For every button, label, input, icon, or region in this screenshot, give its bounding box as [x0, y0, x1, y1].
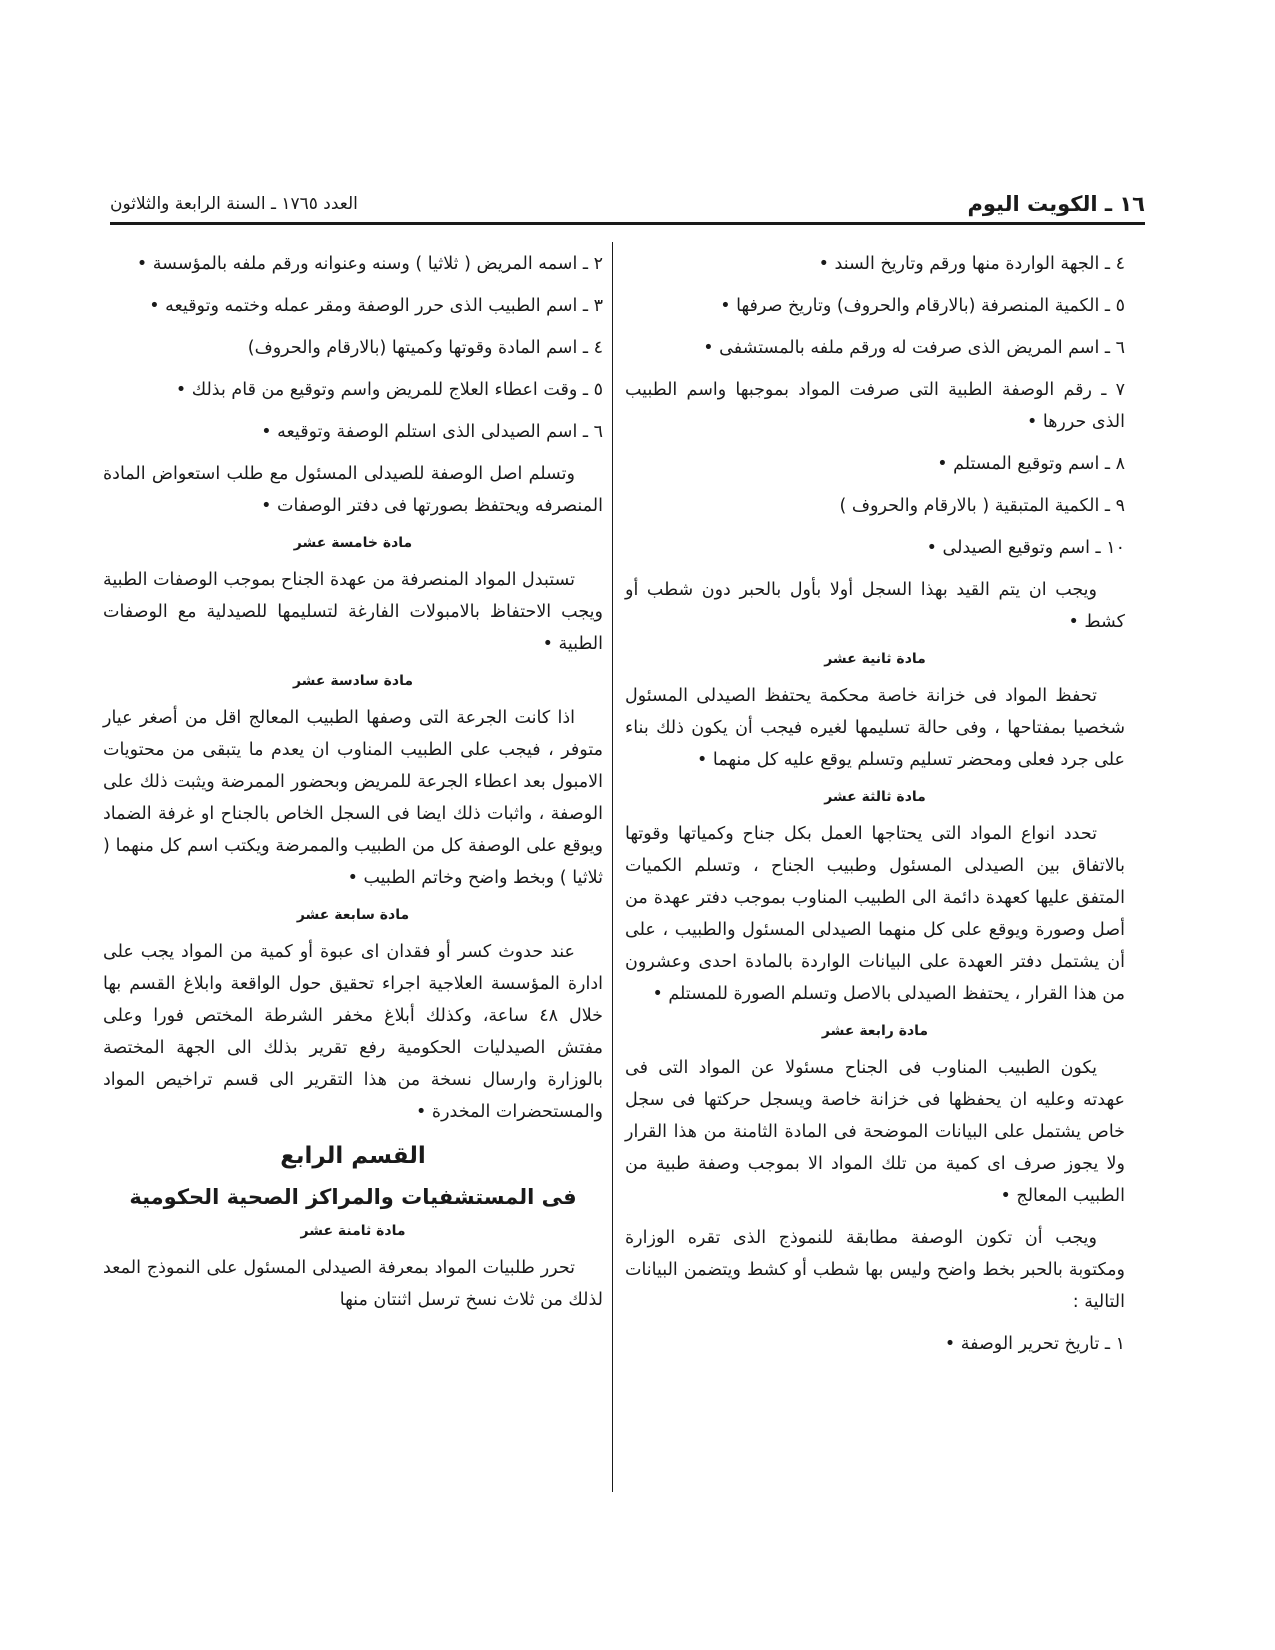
article-13-title: مادة ثالثة عشر: [824, 789, 926, 805]
list-item: ٤ ـ اسم المادة وقوتها وكميتها (بالارقام والحروف): [247, 338, 603, 358]
article-15-title: مادة خامسة عشر: [293, 535, 413, 551]
article-12-title: مادة ثانية عشر: [824, 651, 926, 667]
paragraph: ويجب ان يتم القيد بهذا السجل أولا بأول بالحبر دون شطب أو كشط •: [625, 580, 1125, 632]
article-12-text: تحفظ المواد فى خزانة خاصة محكمة يحتفظ الصيدلى المسئول شخصيا بمفتاحها ، وفى حالة تسليمها لغيره فيجب أن يكون ذلك بناء على جرد فعلى ومحضر تسليم وتسلم يوقع عليه كل منهما •: [625, 686, 1125, 770]
list-item: ٨ ـ اسم وتوقيع المستلم •: [937, 454, 1125, 474]
section-subtitle: فى المستشفيات والمراكز الصحية الحكومية: [129, 1185, 577, 1209]
article-13-text: تحدد انواع المواد التى يحتاجها العمل بكل جناح وكمياتها وقوتها بالاتفاق بين الصيدلى المسئول وطبيب الجناح ، وتسلم الكميات المتفق عليها كعهدة دائمة الى الطبيب المناوب بموجب دفتر عهدة من أصل وصورة ويوقع على كل منهما الصيدلى المسئول والطبيب ، على أن يشتمل دفتر العهدة على البيانات الواردة بالمادة احدى وعشرون من هذا القرار ، يحتفظ الصيدلى بالاصل وتسلم الصورة للمستلم •: [625, 824, 1125, 1004]
column-divider: [612, 242, 613, 1492]
list-item: ٦ ـ اسم الصيدلى الذى استلم الوصفة وتوقيعه •: [261, 422, 603, 442]
section-title: القسم الرابع: [280, 1143, 426, 1169]
list-item: ٢ ـ اسمه المريض ( ثلاثيا ) وسنه وعنوانه ورقم ملفه بالمؤسسة •: [136, 254, 603, 274]
article-17-title: مادة سابعة عشر: [296, 907, 410, 923]
list-item: ٩ ـ الكمية المتبقية ( بالارقام والحروف ): [839, 496, 1125, 516]
list-item: ٥ ـ وقت اعطاء العلاج للمريض واسم وتوقيع من قام بذلك •: [175, 380, 603, 400]
header-rule: [110, 222, 1145, 225]
article-14-title: مادة رابعة عشر: [821, 1023, 929, 1039]
left-column: [103, 248, 603, 1326]
list-item: ١٠ ـ اسم وتوقيع الصيدلى •: [926, 538, 1125, 558]
right-column: [625, 248, 1125, 1370]
list-item: ١ ـ تاريخ تحرير الوصفة •: [944, 1334, 1125, 1354]
list-item: ٥ ـ الكمية المنصرفة (بالارقام والحروف) وتاريخ صرفها •: [720, 296, 1125, 316]
list-item: ٤ ـ الجهة الواردة منها ورقم وتاريخ السند •: [818, 254, 1125, 274]
page-number-title: ١٦ ـ الكويت اليوم: [967, 192, 1145, 216]
article-17-text: عند حدوث كسر أو فقدان اى عبوة أو كمية من المواد يجب على ادارة المؤسسة العلاجية اجراء تحقيق حول الواقعة وابلاغ القسم بها خلال ٤٨ ساعة، وكذلك أبلاغ مخفر الشرطة المختص فورا وعلى مفتش الصيدليات الحكومية رفع تقرير بذلك الى الجهة المختصة بالوزارة وارسال نسخة من هذا التقرير الى قسم تراخيص المواد والمستحضرات المخدرة •: [103, 942, 603, 1122]
article-18-text: تحرر طلبيات المواد بمعرفة الصيدلى المسئول على النموذج المعد لذلك من ثلاث نسخ ترسل اثنتان منها: [103, 1258, 603, 1310]
article-16-text: اذا كانت الجرعة التى وصفها الطبيب المعالج اقل من أصغر عيار متوفر ، فيجب على الطبيب المناوب ان يعدم ما يتبقى من محتويات الامبول بعد اعطاء الجرعة للمريض وبحضور الممرضة ويثبت ذلك على الوصفة ، واثبات ذلك ايضا فى السجل الخاص بالجناح او غرفة الضماد ويوقع على الوصفة كل من الطبيب والممرضة ويكتب اسم كل منهما ( ثلاثيا ) وبخط واضح وخاتم الطبيب •: [103, 708, 603, 888]
paragraph: ويجب أن تكون الوصفة مطابقة للنموذج الذى تقره الوزارة ومكتوبة بالحبر بخط واضح وليس بها شطب أو كشط ويتضمن البيانات التالية :: [625, 1228, 1125, 1312]
list-item: ٦ ـ اسم المريض الذى صرفت له ورقم ملفه بالمستشفى •: [703, 338, 1125, 358]
article-14-text: يكون الطبيب المناوب فى الجناح مسئولا عن المواد التى فى عهدته وعليه ان يحفظها فى خزانة خاصة ويسجل حركتها فى سجل خاص يشتمل على البيانات الموضحة فى المادة الثامنة من هذا القرار ولا يجوز صرف اى كمية من تلك المواد الا بموجب وصفة طبية من الطبيب المعالج •: [625, 1058, 1125, 1206]
list-item: ٧ ـ رقم الوصفة الطبية التى صرفت المواد بموجبها واسم الطبيب الذى حررها •: [625, 380, 1125, 432]
article-15-text: تستبدل المواد المنصرفة من عهدة الجناح بموجب الوصفات الطبية ويجب الاحتفاظ بالامبولات الفارغة لتسليمها للصيدلية مع الوصفات الطبية •: [103, 570, 603, 654]
article-16-title: مادة سادسة عشر: [292, 673, 414, 689]
article-18-title: مادة ثامنة عشر: [300, 1223, 406, 1239]
list-item: ٣ ـ اسم الطبيب الذى حرر الوصفة ومقر عمله وختمه وتوقيعه •: [149, 296, 603, 316]
paragraph: وتسلم اصل الوصفة للصيدلى المسئول مع طلب استعواض المادة المنصرفه ويحتفظ بصورتها فى دفتر الوصفات •: [103, 464, 603, 516]
issue-info: العدد ١٧٦٥ ـ السنة الرابعة والثلاثون: [110, 194, 358, 214]
